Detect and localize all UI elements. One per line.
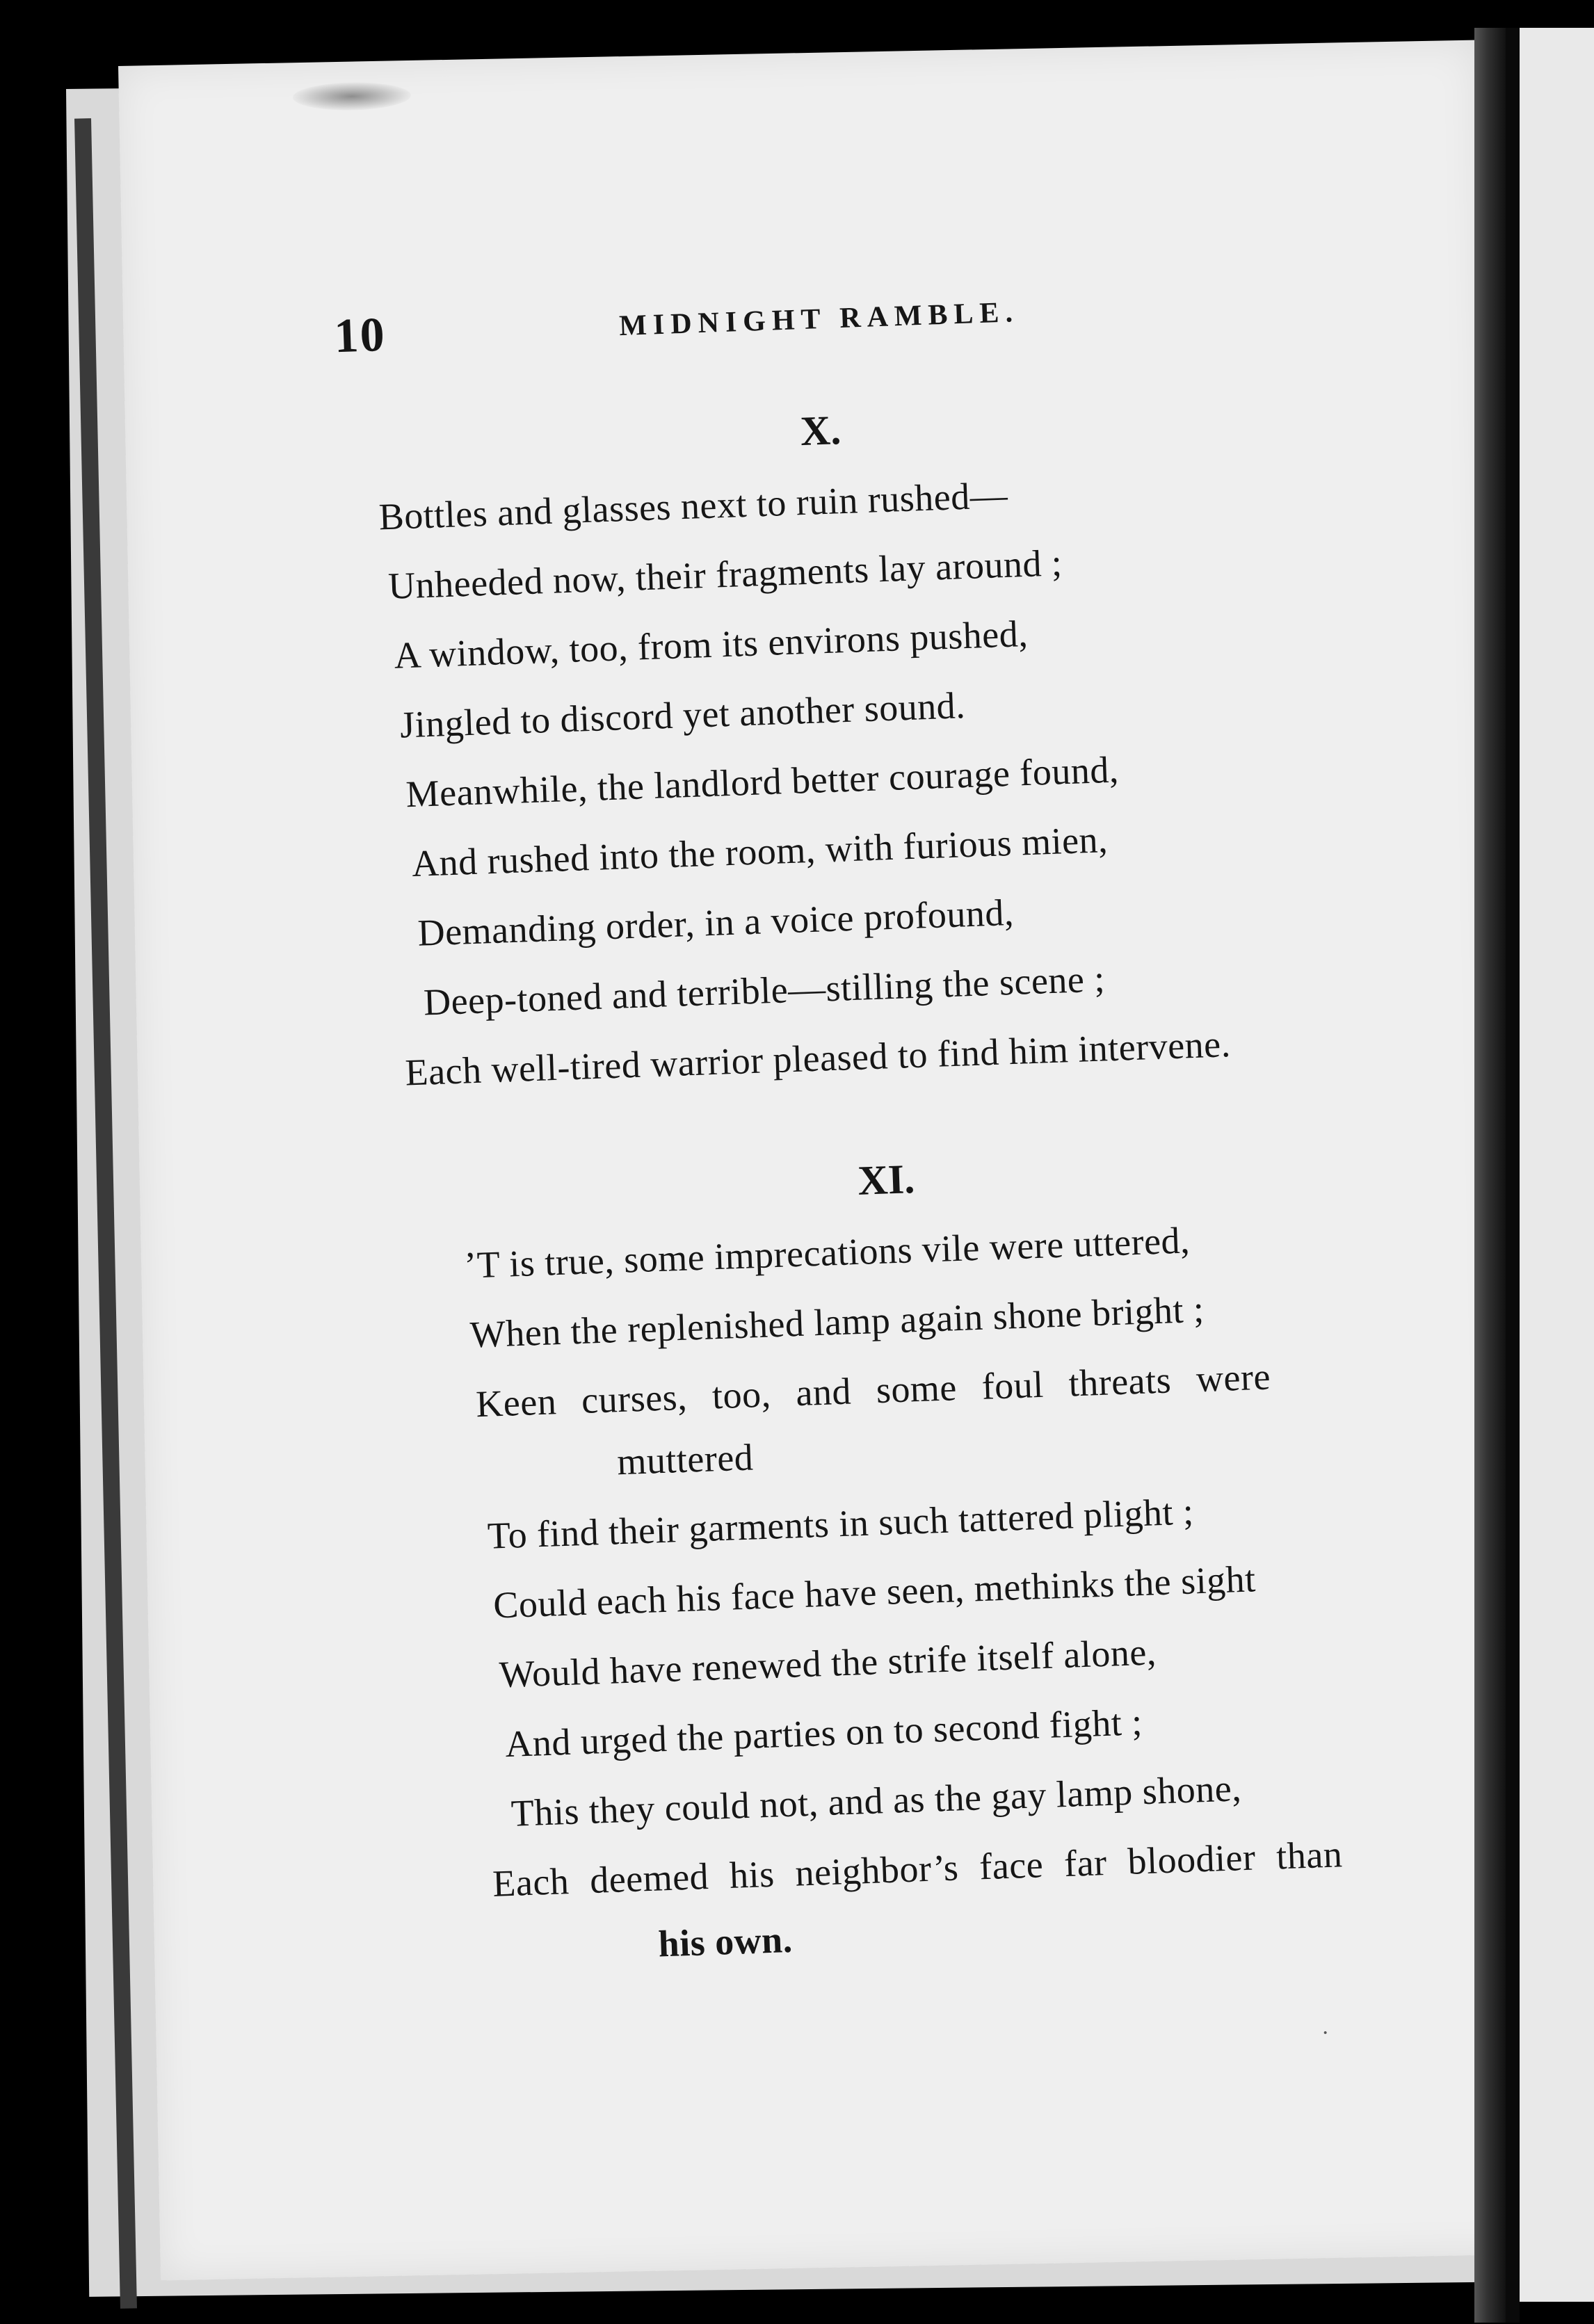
poem-line: A window, too, from its environs pushed,	[393, 612, 1029, 677]
poem-line: Would have renewed the strife itself alone,	[498, 1631, 1157, 1696]
stanza-number: X.	[799, 407, 842, 455]
poem-line: When the replenished lamp again shone bright ;	[469, 1288, 1205, 1356]
poem-line: To find their garments in such tattered plight ;	[486, 1490, 1195, 1557]
poem-line: Unheeded now, their fragments lay around ;	[387, 542, 1063, 607]
poem-line-continuation: muttered	[616, 1436, 755, 1483]
poem-line: Bottles and glasses next to ruin rushed—	[378, 474, 1009, 538]
poem-line: Meanwhile, the landlord better courage found,	[405, 748, 1120, 816]
poem-line: Each deemed his neighbor’s face far bloodier than	[492, 1833, 1344, 1905]
running-title: MIDNIGHT RAMBLE.	[618, 296, 1020, 343]
page-number: 10	[333, 307, 387, 364]
poem-line: Each well-tired warrior pleased to find him intervene.	[404, 1023, 1232, 1094]
poem-line: This they could not, and as the gay lamp shone,	[510, 1767, 1243, 1834]
poem-line: ’T is true, some imprecations vile were uttered,	[463, 1219, 1191, 1286]
poem-line: And urged the parties on to second fight ;	[504, 1701, 1143, 1766]
poem-line: And rushed into the room, with furious mien,	[411, 818, 1109, 885]
poem-line: Deep-toned and terrible—stilling the scene ;	[423, 958, 1106, 1024]
poem-line: Demanding order, in a voice profound,	[417, 891, 1015, 954]
poem-line-continuation: his own.	[657, 1918, 794, 1965]
scan-speck: ·	[1321, 2020, 1330, 2046]
poem-line: Jingled to discord yet another sound.	[399, 684, 967, 746]
stanza-number: XI.	[857, 1156, 916, 1204]
poem-line: Keen curses, too, and some foul threats were	[475, 1355, 1271, 1426]
poem-line: Could each his face have seen, methinks the sight	[492, 1558, 1257, 1627]
